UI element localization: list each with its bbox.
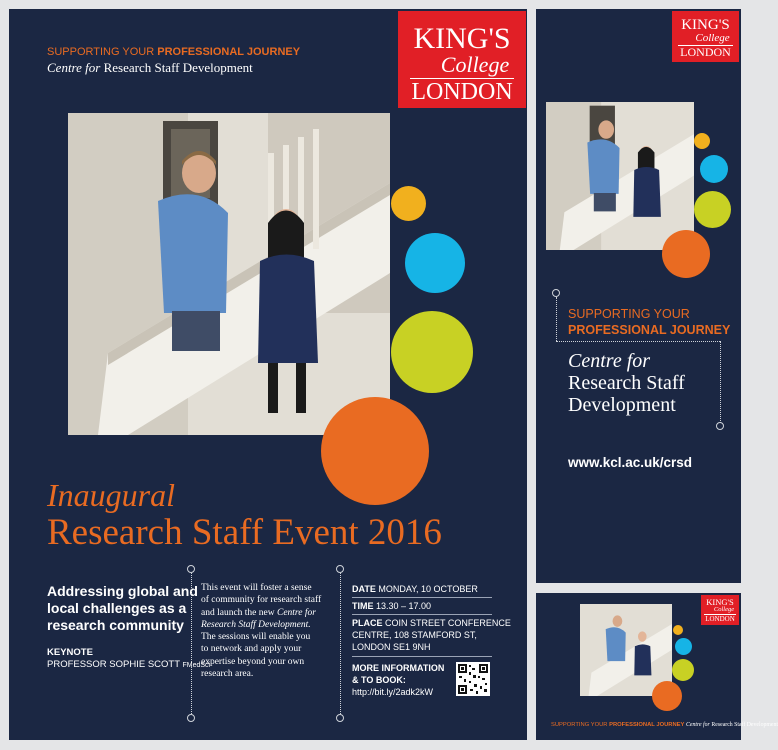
staircase-photo	[546, 102, 694, 250]
description-line: of community for research staff	[201, 595, 322, 606]
event-title-line2: Research Staff Event 2016	[47, 512, 442, 553]
tagline-top-ring	[552, 289, 560, 297]
date-label: DATE	[352, 584, 376, 594]
divider-line	[191, 573, 192, 714]
description-line: The sessions will enable you	[201, 632, 311, 643]
info-line: & TO BOOK:	[352, 675, 406, 685]
keynote-speaker: PROFESSOR SOPHIE SCOTT	[47, 659, 180, 670]
side-centre-name-1: Research Staff	[568, 372, 685, 394]
tagline-line	[47, 45, 300, 59]
small-tagline	[551, 721, 778, 729]
small-centre-for: Centre for	[686, 722, 710, 728]
description-line: to network and apply your	[201, 644, 302, 655]
divider-bottom-ring	[187, 714, 195, 722]
description-line: research area.	[201, 669, 254, 680]
headline-line: Addressing global and	[47, 583, 198, 599]
description-italic: Research Staff Development.	[201, 619, 311, 630]
side-banner	[536, 9, 741, 583]
staircase-photo	[68, 113, 390, 435]
booking-link[interactable]: http://bit.ly/2adk2kW	[352, 687, 434, 697]
description-text: and launch the new	[201, 607, 275, 618]
details-rule	[352, 614, 492, 615]
staircase-photo	[580, 604, 672, 696]
centre-line	[47, 59, 300, 76]
side-tagline	[568, 306, 730, 338]
description-line: This event will foster a sense	[201, 583, 312, 593]
tagline-journey: PROFESSIONAL JOURNEY	[157, 46, 301, 58]
event-title-line1: Inaugural	[47, 477, 175, 513]
kcl-logo	[398, 11, 526, 108]
yellow-dot	[694, 133, 710, 149]
time-label: TIME	[352, 601, 374, 611]
kcl-logo	[672, 11, 739, 62]
centre-for: Centre for	[47, 60, 101, 75]
logo-line-college: College	[695, 32, 730, 44]
description-italic: Centre for	[276, 607, 316, 618]
event-title	[47, 477, 442, 553]
side-centre-for: Centre for	[568, 350, 651, 372]
place-line	[352, 617, 511, 629]
tagline-line-left	[556, 297, 557, 341]
yellow-dot	[673, 625, 683, 635]
place-row	[352, 617, 511, 653]
lime-dot	[391, 311, 473, 393]
cyan-dot	[405, 233, 465, 293]
date-row	[352, 583, 492, 595]
details-rule	[352, 597, 492, 598]
logo-line-college: College	[440, 52, 510, 77]
headline-line: local challenges as a	[47, 600, 187, 616]
qr-code[interactable]	[456, 662, 490, 696]
cyan-dot	[700, 155, 728, 183]
yellow-dot	[391, 186, 426, 221]
details-rule	[352, 656, 492, 657]
place-line: CENTRE, 108 STAMFORD ST,	[352, 630, 477, 640]
keynote-label: KEYNOTE	[47, 647, 93, 658]
divider-bottom-ring	[336, 714, 344, 722]
logo-line-london: LONDON	[678, 45, 733, 59]
keynote	[47, 647, 210, 672]
side-centre-name-2: Development	[568, 394, 676, 416]
description	[201, 582, 333, 680]
divider-line	[340, 573, 341, 714]
small-banner	[536, 593, 778, 740]
description-line	[201, 607, 333, 619]
logo-line-kings: KING'S	[681, 17, 730, 33]
logo-line-kings: KING'S	[413, 22, 511, 55]
lime-dot	[694, 191, 731, 228]
logo-line-london: LONDON	[705, 615, 735, 623]
small-journey: PROFESSIONAL JOURNEY	[609, 722, 685, 728]
time-row	[352, 600, 431, 612]
logo-line-london: LONDON	[411, 79, 513, 105]
event-details	[352, 583, 492, 595]
tagline-line-h	[556, 341, 720, 342]
info-line: MORE INFORMATION	[352, 663, 445, 673]
headline-line: research community	[47, 617, 184, 633]
logo-line-college: College	[713, 606, 735, 613]
side-supporting: SUPPORTING YOUR	[568, 307, 690, 321]
orange-dot	[652, 681, 682, 711]
lime-dot	[672, 659, 694, 681]
side-centre	[568, 350, 685, 416]
main-poster	[9, 9, 527, 740]
centre-name: Research Staff Development	[103, 60, 253, 75]
orange-dot	[662, 230, 710, 278]
date-value: MONDAY, 10 OCTOBER	[378, 584, 478, 594]
description-line	[201, 619, 333, 631]
time-value: 13.30 – 17.00	[376, 601, 432, 611]
tagline-block	[47, 45, 300, 76]
keynote-suffix: FMedSci	[182, 662, 211, 669]
info-block	[352, 662, 444, 698]
divider-top-ring	[336, 565, 344, 573]
side-url[interactable]: www.kcl.ac.uk/crsd	[568, 455, 693, 470]
place-line: LONDON SE1 9NH	[352, 642, 431, 652]
place-value: COIN STREET CONFERENCE	[385, 618, 511, 628]
headline	[47, 583, 198, 634]
small-supporting: SUPPORTING YOUR	[551, 722, 608, 728]
tagline-line-right	[720, 341, 721, 423]
cyan-dot	[675, 638, 692, 655]
logo-line-kings: KING'S	[706, 597, 734, 607]
keynote-speaker-line	[47, 659, 210, 672]
kcl-logo	[701, 595, 739, 625]
tagline-bottom-ring	[716, 422, 724, 430]
divider-top-ring	[187, 565, 195, 573]
tagline-supporting: SUPPORTING YOUR	[47, 46, 155, 58]
description-line: expertise beyond your own	[201, 656, 305, 667]
small-centre-name: Research Staff Development	[711, 722, 778, 728]
side-journey: PROFESSIONAL JOURNEY	[568, 323, 731, 337]
place-label: PLACE	[352, 618, 383, 628]
